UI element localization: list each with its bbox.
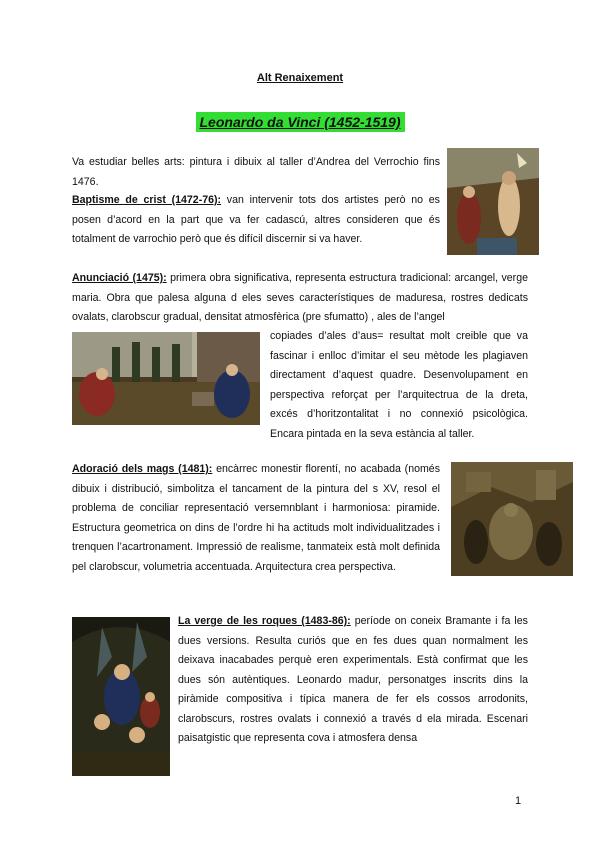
subtitle-wrapper [0,112,600,132]
annunciation-side-paragraph [270,327,528,444]
baptism-text: van intervenir tots dos artistes però no es posen d’acord en la part que va fer cadascú, altres consideren que és totalment de varrochio però que és difícil discernir si va haver. [72,194,440,245]
virgin-of-rocks-painting-image [72,617,170,776]
annunciation-heading: Anunciació (1475): [72,272,167,284]
baptism-painting-image [447,148,539,255]
annunciation-paragraph [72,269,528,328]
intro-paragraph [72,153,440,192]
page-title: Alt Renaixement [256,72,344,84]
virgin-of-rocks-heading: La verge de les roques (1483-86): [178,615,351,627]
virgin-of-rocks-paragraph [178,612,528,749]
adoration-text: encàrrec monestir florentí, no acabada (només dibuix i distribució, simbolitza el tancament de la pintura del s XV, resol el problema de conciliar representació versemnblant i harmoniosa: piramide. Estructura geometrica on dins de l’ordre hi ha actituds molt individualitzades i trenquen l’acartronament. Impressió de realisme, tanmateix està molt definida pel clarobscur, volumetria accentuada. Arquitectura crea perspectiva. [72,463,440,573]
annunciation-side-text: copiades d’ales d’aus= resultat molt creible que va fascinar i enlloc d’imitar el seu mètode les plagiaven directament d’aquest quadre. Desenvolupament en perspectiva reforçat per l’arquitectrua de la dreta, excés d’horitzontalitat i no connexió psicològica. Encara pintada en la seva estància al taller. [270,330,528,440]
adoration-paragraph [72,460,440,577]
annunciation-text: primera obra significativa, representa estructura tradicional: arcangel, verge maria. Obra que palesa alguna d eles seves característiques de maduresa, rostres dedicats ovalats, clarobscur gradual, densitat atmosfèrica (pre sfumatto) , ales de l’angel [72,272,528,323]
adoration-heading: Adoració dels mags (1481): [72,463,213,475]
baptism-heading: Baptisme de crist (1472-76): [72,194,222,206]
intro-text: Va estudiar belles arts: pintura i dibuix al taller d’Andrea del Verrochio fins 1476. [72,156,440,188]
subtitle-highlight: Leonardo da Vinci (1452-1519) [196,112,405,132]
page-number: 1 [515,795,522,807]
virgin-of-rocks-text: període on coneix Bramante i fa les dues versions. Resulta curiós que en fes dues quan normalment les deixava inacabades perquè eren experimentals. Està confirmat que les dues són autèntiques. Leonardo madur, personatges inscrits dins la piràmide compositiva i típica manera de fer els cossos arrodonits, clarobscurs, rostres ovalats i connexió a través d ela mirada. Escenari paisatgistic que representa cova i atmosfera densa [178,615,528,744]
adoration-painting-image [451,462,573,576]
baptism-paragraph [72,191,440,250]
annunciation-painting-image [72,332,260,425]
